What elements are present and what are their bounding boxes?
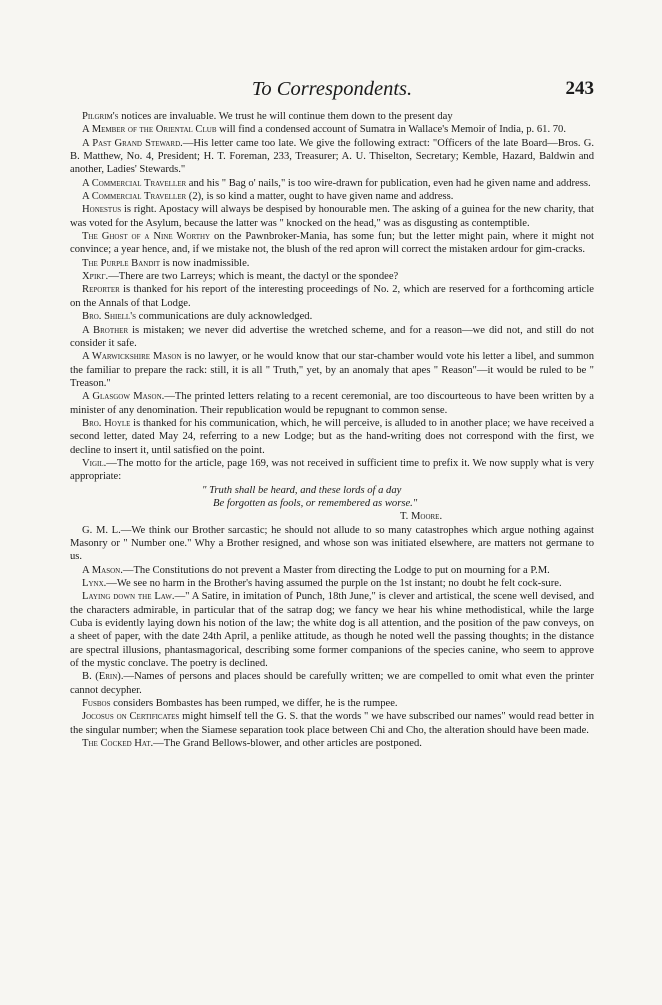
correspondent-note <box>70 123 594 136</box>
note-text: —There are two Larreys; which is meant, the dactyl or the spondee? <box>108 271 399 283</box>
note-text: will find a condensed account of Sumatra in Wallace's Memoir of India, p. 61. 70. <box>216 124 566 136</box>
correspondent-note <box>70 110 594 123</box>
correspondent-name: A Brother <box>82 324 129 336</box>
correspondent-note <box>70 310 594 323</box>
correspondent-name: A Past Grand Steward. <box>82 137 183 149</box>
quote-line-1: " Truth shall be heard, and these lords of a day <box>202 484 402 496</box>
note-text: (2), is so kind a matter, ought to have given name and address. <box>186 191 454 203</box>
note-text: notices are invaluable. We trust he will continue them down to the present day <box>118 111 453 122</box>
correspondent-note <box>70 203 594 230</box>
correspondent-name: Bro. Shiell's <box>82 311 136 323</box>
note-text: considers Bombastes has been rumped, we differ, he is the rumpee. <box>110 698 398 710</box>
correspondent-note <box>70 270 594 283</box>
correspondent-note <box>70 190 594 203</box>
page <box>70 78 594 751</box>
page-header <box>70 78 594 104</box>
correspondent-name: Bro. Hoyle <box>82 417 131 429</box>
correspondent-note <box>70 710 594 737</box>
note-text: —" A Satire, in imitation of Punch, 18th June," is clever and artistical, the scene well devised, and the characters admirable, in particular that of the satrap dog; we fancy we hear his whine methodistical, while the large Cuba is evidently laying down his notion of the law; the white dog is all attention, and the position of the paw conveys, on a sheet of paper, with the date 24th April, a penlike attitude, as though he noted well the passing thoughts; in the distance are spectral illusions, phantasmagorical, describing some former companions of the species canine, who seem to approve of the mystic conclave. The poetry is declined. <box>70 591 594 670</box>
correspondent-name: A Member of the Oriental Club <box>82 124 217 136</box>
note-text: communications are duly acknowledged. <box>136 311 313 323</box>
correspondent-note <box>70 564 594 577</box>
correspondent-note <box>70 390 594 417</box>
correspondent-note <box>70 350 594 390</box>
correspondent-note <box>70 324 594 351</box>
correspondent-name: Pilgrim's <box>82 111 119 122</box>
correspondent-name: Laying down the Law. <box>82 591 175 603</box>
correspondent-note <box>70 177 594 190</box>
note-text: on the Pawnbroker-Mania, has some fun; but the letter might pain, where it might not convince; a year hence, and, if we mistake not, the blush of the red apron will correct the mistaken ardour for gim-cracks. <box>70 231 594 256</box>
correspondent-note <box>70 590 594 670</box>
correspondent-note <box>70 524 594 564</box>
note-text: —The printed letters relating to a recent ceremonial, are too discourteous to have been written by a minister of any denomination. Their republication would be repugnant to common sense. <box>70 391 594 416</box>
correspondent-note <box>70 737 594 750</box>
note-text: —Names of persons and places should be carefully written; we are compelled to omit what even the printer cannot decypher. <box>70 671 594 696</box>
correspondent-name: Lynx. <box>82 578 107 590</box>
correspondent-name: G. M. L. <box>82 524 121 536</box>
correspondent-name: The Purple Bandit <box>82 257 160 269</box>
correspondent-name: Reporter <box>82 284 120 296</box>
note-text: is mistaken; we never did advertise the wretched scheme, and for a reason—we did not, and still do not consider it safe. <box>70 324 594 349</box>
correspondent-note <box>70 283 594 310</box>
note-text: —We see no harm in the Brother's having assumed the purple on the 1st instant; no doubt he felt cock-sure. <box>106 578 562 590</box>
correspondent-note <box>70 257 594 270</box>
note-text: —The Constitutions do not prevent a Master from directing the Lodge to put on mourning for a P.M. <box>122 564 550 576</box>
page-number: 243 <box>565 78 594 99</box>
correspondent-name: A Warwickshire Mason <box>82 351 182 363</box>
note-text: is thanked for his communication, which, he will perceive, is alluded to in another place; we have received a second letter, dated May 24, referring to a new Lodge; but as the hand-writing does not correspond with the first, we decline to insert it, until satisfied on the point. <box>70 417 594 456</box>
quote-line-2: Be forgotten as fools, or remembered as worse." <box>213 497 418 509</box>
correspondent-name: A Mason. <box>82 564 123 576</box>
correspondent-name: Jocosus on Certificates <box>82 711 180 723</box>
correspondent-name: A Glasgow Mason. <box>82 391 165 403</box>
note-text: is no lawyer, or he would know that our star-chamber would vote his letter a libel, and summon the familiar to prepare the rack: still, it is all " Truth," yet, by an anomaly that apes " Reason"—it would be ruled to be " Treason." <box>70 351 594 389</box>
correspondent-name: A Commercial Traveller <box>82 191 187 203</box>
correspondent-name: Χρίκγ. <box>82 271 109 283</box>
correspondent-note <box>70 137 594 177</box>
correspondent-name: B. (Erin). <box>82 671 124 683</box>
correspondent-name: Honestus <box>82 204 122 216</box>
note-text: is right. Apostacy will always be despised by honourable men. The asking of a guinea for the new charity, that was voted for the Asylum, because the latter was " knocked on the head," was as disgusting as contemptible. <box>70 204 594 229</box>
correspondent-name: Fusbos <box>82 698 111 710</box>
correspondent-note <box>70 670 594 697</box>
correspondent-note <box>70 457 594 484</box>
note-text: is thanked for his report of the interesting proceedings of No. 2, which are reserved for a forthcoming article on the Annals of that Lodge. <box>70 284 594 309</box>
correspondence-block-2 <box>70 524 594 751</box>
correspondent-note <box>70 697 594 710</box>
correspondence-block-1 <box>70 110 594 484</box>
correspondent-note <box>70 230 594 257</box>
correspondent-name: The Cocked Hat. <box>82 738 154 750</box>
note-text: —The motto for the article, page 169, was not received in sufficient time to prefix it. We now supply what is very appropriate: <box>70 457 594 483</box>
correspondent-name: The Ghost of a Nine Worthy <box>82 231 211 243</box>
correspondent-note <box>70 417 594 457</box>
correspondent-note <box>70 577 594 590</box>
note-text: —His letter came too late. We give the following extract: "Officers of the late Board—Bros. G. B. Matthew, No. 4, President; H. T. Foreman, 233, Treasurer; A. U. Thiselton, Secretary; Kemble, Hazard, Baldwin and another, Ladies' Stewards." <box>70 137 594 176</box>
correspondent-name: A Commercial Traveller <box>82 177 187 189</box>
note-text: —We think our Brother sarcastic; he should not allude to so many catastrophes which argue nothing against Masonry or " Number one." Why a Brother resigned, and whose son was initiated elsewhere, are matters not germane to us. <box>70 524 594 563</box>
note-text: —The Grand Bellows-blower, and other articles are postponed. <box>153 738 422 750</box>
correspondent-name: Vigil. <box>82 457 107 469</box>
motto-quote <box>70 484 594 524</box>
note-text: might himself tell the G. S. that the words " we have subscribed our names" would read better in the singular number; when the Siamese separation took place between Chi and Cho, the alteration should have been made. <box>70 711 594 736</box>
note-text: is now inadmissible. <box>160 257 250 269</box>
note-text: and his " Bag o' nails," is too wire-drawn for publication, even had he given name and address. <box>186 177 591 189</box>
page-title: To Correspondents. <box>251 78 413 100</box>
quote-attribution: T. Moore. <box>400 511 443 523</box>
